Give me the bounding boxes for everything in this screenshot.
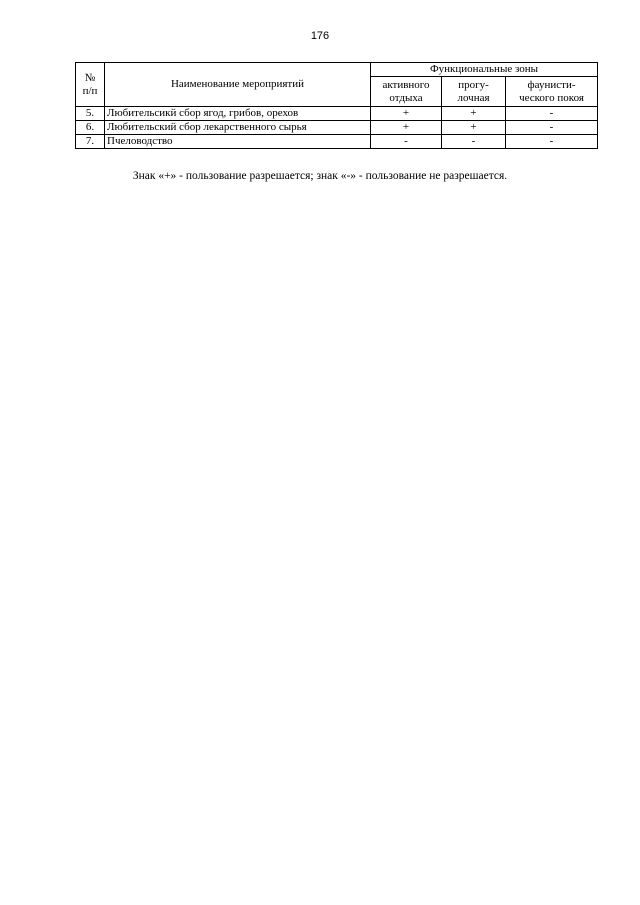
header-number [76, 63, 105, 107]
row-value: + [442, 107, 506, 121]
row-activity-name: Любительский сбор лекарственного сырья [105, 121, 371, 135]
table-row [76, 121, 598, 135]
table-header-row [76, 63, 598, 77]
row-number: 5. [76, 107, 105, 121]
header-number-line1: № [84, 71, 96, 84]
header-zone-line1: прогу- [458, 78, 489, 91]
row-activity-name: Любительсикй сбор ягод, грибов, орехов [105, 107, 371, 121]
row-value: - [371, 135, 442, 149]
header-zone-faunistic-rest [506, 77, 598, 107]
row-activity-name: Пчеловодство [105, 135, 371, 149]
header-functional-zones: Функциональные зоны [371, 63, 598, 77]
header-zone-line2: отдыха [389, 91, 423, 104]
header-zone-line1: активного [382, 78, 430, 91]
row-value: - [506, 135, 598, 149]
header-number-line2: п/п [82, 84, 98, 97]
row-number: 7. [76, 135, 105, 149]
row-value: + [371, 121, 442, 135]
table-row [76, 107, 598, 121]
header-zone-line2: ческого покоя [519, 91, 584, 104]
row-value: + [371, 107, 442, 121]
row-number: 6. [76, 121, 105, 135]
row-value: + [442, 121, 506, 135]
table-row [76, 135, 598, 149]
activities-table [75, 62, 598, 149]
row-value: - [442, 135, 506, 149]
header-zone-walking [442, 77, 506, 107]
page-number: 176 [310, 30, 330, 42]
row-value: - [506, 107, 598, 121]
header-zone-line1: фаунисти- [527, 78, 576, 91]
legend-note: Знак «+» - пользование разрешается; знак «-» - пользование не разрешается. [132, 170, 508, 182]
header-activity: Наименование мероприятий [105, 63, 371, 107]
header-zone-active-rest [371, 77, 442, 107]
row-value: - [506, 121, 598, 135]
header-zone-line2: лочная [457, 91, 490, 104]
